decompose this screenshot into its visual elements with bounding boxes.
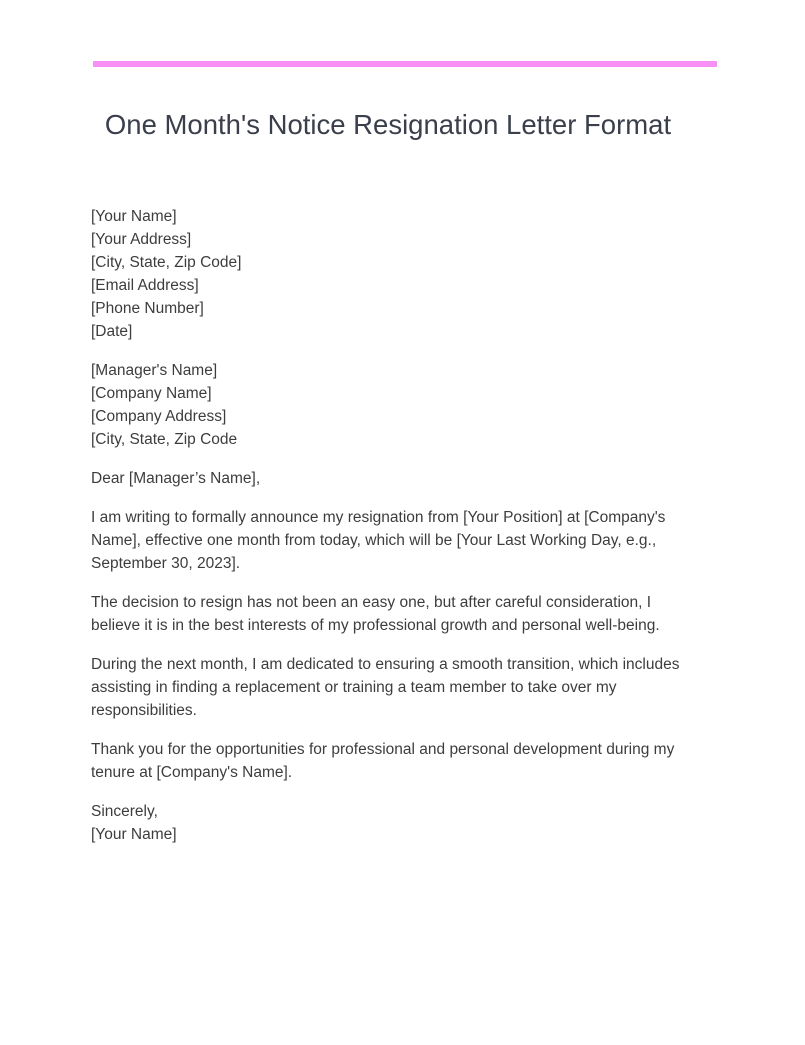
- sender-name: [Your Name]: [91, 208, 177, 225]
- sender-phone: [Phone Number]: [91, 300, 204, 317]
- document-title: One Month's Notice Resignation Letter Format: [104, 109, 672, 140]
- accent-bar: [93, 61, 717, 67]
- salutation: Dear [Manager’s Name],: [91, 470, 261, 487]
- letter-date: [Date]: [91, 323, 133, 340]
- recipient-company-address: [Company Address]: [91, 408, 227, 425]
- recipient-city-state-zip: [City, State, Zip Code: [91, 431, 238, 448]
- signature-name: [Your Name]: [91, 826, 177, 843]
- recipient-block: [91, 359, 701, 451]
- letter-body: [91, 205, 701, 862]
- recipient-manager-name: [Manager's Name]: [91, 362, 218, 379]
- paragraph-decision: The decision to resign has not been an easy one, but after careful consideration, I believe it is in the best interests of my professional growth and personal well-being.: [91, 594, 660, 634]
- recipient-company-name: [Company Name]: [91, 385, 212, 402]
- paragraph-transition: During the next month, I am dedicated to ensuring a smooth transition, which includes assisting in finding a replacement or training a team member to take over my responsibilities.: [91, 656, 680, 719]
- closing-block: [91, 800, 701, 846]
- closing: Sincerely,: [91, 803, 158, 820]
- sender-address: [Your Address]: [91, 231, 192, 248]
- sender-email: [Email Address]: [91, 277, 199, 294]
- sender-block: [91, 205, 701, 343]
- paragraph-thanks: Thank you for the opportunities for professional and personal development during my tenure at [Company's Name].: [91, 741, 675, 781]
- sender-city-state-zip: [City, State, Zip Code]: [91, 254, 242, 271]
- paragraph-announcement: I am writing to formally announce my resignation from [Your Position] at [Company's Name], effective one month from today, which will be [Your Last Working Day, e.g., September 30, 2023].: [91, 509, 666, 572]
